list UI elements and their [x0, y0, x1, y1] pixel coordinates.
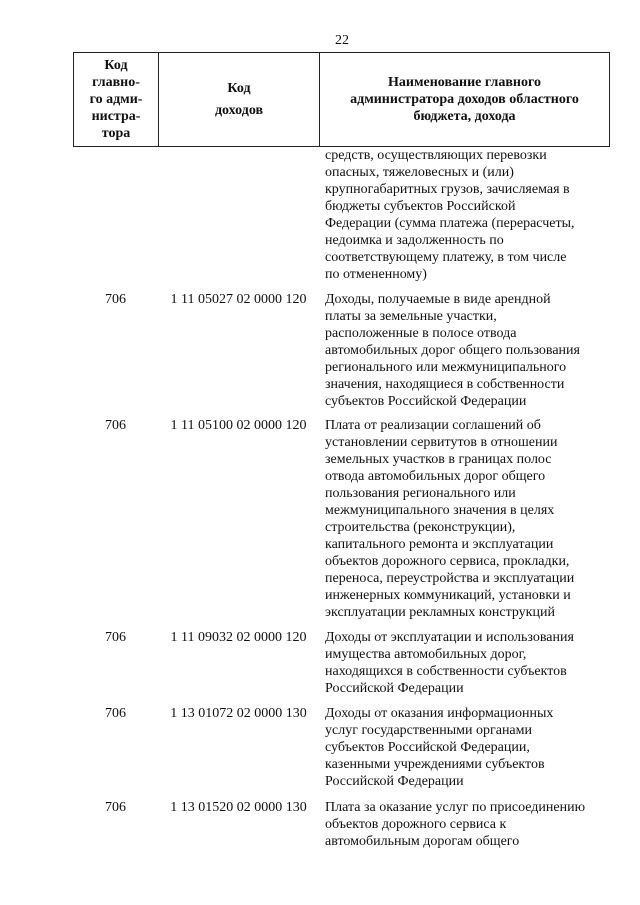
header-revenue-code: Код доходов: [159, 53, 320, 146]
row-name-line: инженерных коммуникаций, установки и: [325, 588, 571, 603]
row-name-line: Доходы, получаемые в виде арендной: [325, 292, 551, 307]
row-name-line: значения, находящиеся в собственности: [325, 377, 565, 392]
row-name-line: автомобильных дорог общего пользования: [325, 343, 580, 358]
row-revenue-code: 1 11 09032 02 0000 120: [170, 630, 307, 645]
row-name-line: пользования регионального или: [325, 486, 516, 501]
row-name-line: эксплуатации рекламных конструкций: [325, 605, 555, 620]
row-name-line: Плата за оказание услуг по присоединению: [325, 800, 586, 815]
row-name-line: платы за земельные участки,: [325, 309, 497, 324]
row-name-line: межмуниципального значения в целях: [325, 503, 555, 518]
row-name: [325, 799, 607, 850]
row-name-line: субъектов Российской Федерации: [325, 394, 527, 409]
row-name-line: Российской Федерации: [325, 681, 464, 696]
row-name-line: строительства (реконструкции),: [325, 520, 516, 535]
row-name-line: по отмененному): [325, 267, 427, 282]
row-name-line: Плата от реализации соглашений об: [325, 418, 541, 433]
row-name-line: субъектов Российской Федерации,: [325, 740, 530, 755]
row-name-line: переноса, переустройства и эксплуатации: [325, 571, 575, 586]
row-name-line: услуг государственными органами: [325, 723, 532, 738]
row-name-line: Доходы от оказания информационных: [325, 706, 554, 721]
row-name-line: недоимка и задолженность по: [325, 233, 504, 248]
row-name-line: бюджеты субъектов Российской: [325, 199, 516, 214]
row-name: [325, 291, 607, 410]
page-number: 22: [335, 33, 349, 48]
row-admin-code: 706: [105, 800, 126, 815]
row-name-line: соответствующему платежу, в том числе: [325, 250, 567, 265]
row-name-line: Российской Федерации: [325, 774, 464, 789]
row-name: [325, 629, 607, 697]
row-revenue-code: 1 11 05100 02 0000 120: [170, 418, 307, 433]
row-revenue-code: 1 13 01520 02 0000 130: [170, 800, 307, 815]
header-name: Наименование главного администратора доходов областного бюджета, дохода: [350, 75, 579, 124]
row-admin-code: 706: [105, 292, 126, 307]
row-name-line: автомобильным дорогам общего: [325, 834, 520, 849]
row-name-line: установлении сервитутов в отношении: [325, 435, 558, 450]
row-name: [325, 705, 607, 790]
row-name-line: объектов дорожного сервиса, прокладки,: [325, 554, 570, 569]
row-admin-code: 706: [105, 630, 126, 645]
row-admin-code: 706: [105, 706, 126, 721]
row-name-line: крупногабаритных грузов, зачисляемая в: [325, 182, 570, 197]
row-name-line: казенными учреждениями субъектов: [325, 757, 545, 772]
row-name-line: регионального или межмуниципального: [325, 360, 567, 375]
row-revenue-code: 1 13 01072 02 0000 130: [170, 706, 307, 721]
row-name-line: находящихся в собственности субъектов: [325, 664, 567, 679]
row-name-line: объектов дорожного сервиса к: [325, 817, 507, 832]
row-name-line: опасных, тяжеловесных и (или): [325, 165, 514, 180]
row-name-line: средств, осуществляющих перевозки: [325, 148, 547, 163]
row-name-line: земельных участков в границах полос: [325, 452, 552, 467]
row-admin-code: 706: [105, 418, 126, 433]
row-revenue-code: 1 11 05027 02 0000 120: [170, 292, 307, 307]
row-name-line: расположенные в полосе отвода: [325, 326, 517, 341]
row-name-line: капитального ремонта и эксплуатации: [325, 537, 554, 552]
row-name-line: отвода автомобильных дорог общего: [325, 469, 546, 484]
table-header: [73, 52, 610, 147]
row-name-line: Доходы от эксплуатации и использования: [325, 630, 574, 645]
row-name-line: Федерации (сумма платежа (перерасчеты,: [325, 216, 575, 231]
row-name: [325, 417, 607, 621]
row-name: [325, 147, 607, 283]
row-name-line: имущества автомобильных дорог,: [325, 647, 527, 662]
header-admin-code: Код главно- го адми- нистра- тора: [74, 53, 159, 146]
